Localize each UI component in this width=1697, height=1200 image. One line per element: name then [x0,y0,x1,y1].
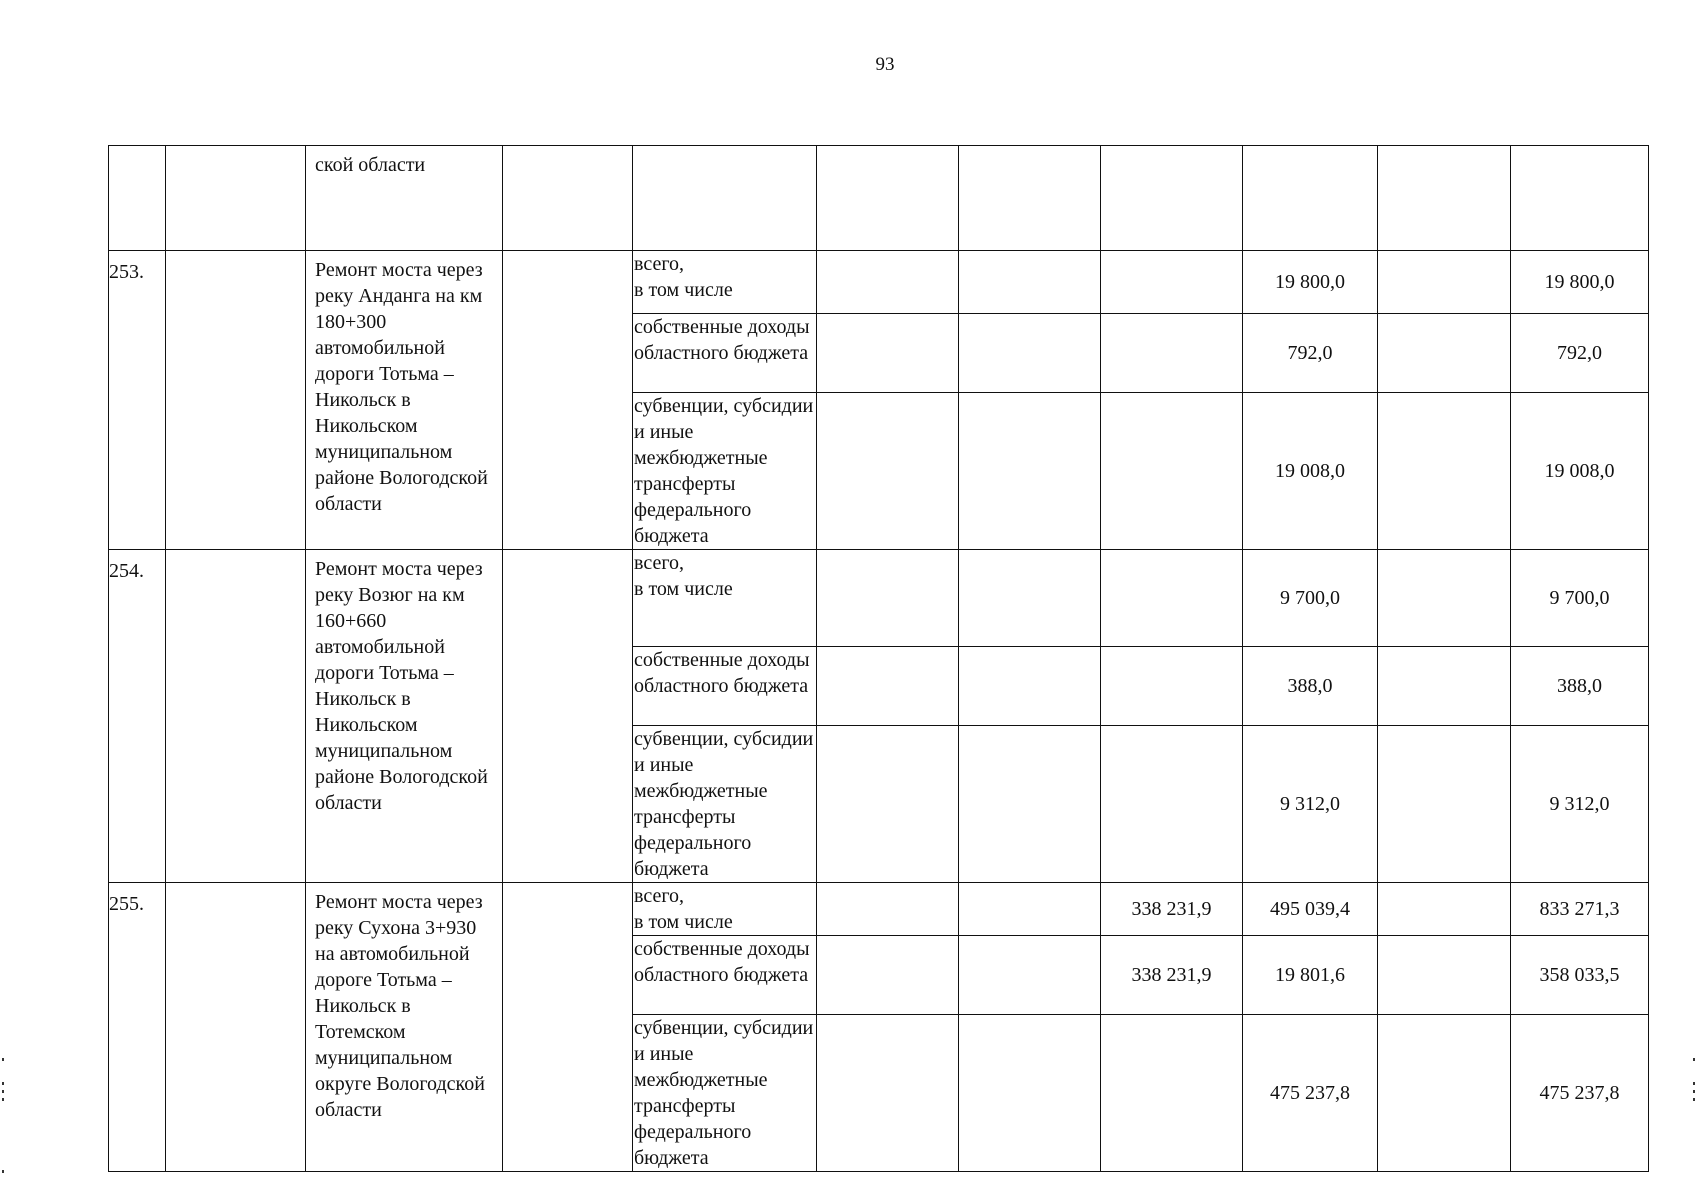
cell-empty [817,1015,959,1172]
funding-source-cell: субвенции, субсидии и иные межбюджетные трансферты федерального бюджета [633,726,817,883]
scan-mark [1693,1082,1695,1085]
cell-empty [166,550,306,883]
value-cell: 19 008,0 [1243,393,1378,550]
cell-empty [1511,146,1649,251]
cell-empty [817,550,959,647]
scan-mark [2,1082,4,1085]
scan-mark [2,1170,4,1173]
cell-empty [1378,936,1511,1015]
value-cell: 338 231,9 [1101,936,1243,1015]
page-number: 93 [875,54,895,75]
cell-empty [959,314,1101,393]
cell-empty [166,251,306,550]
cell-empty [817,146,959,251]
value-cell: 9 700,0 [1243,550,1378,647]
value-cell [1101,1015,1243,1172]
scan-mark [2,1098,4,1101]
value-cell: 9 312,0 [1243,726,1378,883]
cell-empty [959,550,1101,647]
funding-source-cell: субвенции, субсидии и иные межбюджетные трансферты федерального бюджета [633,393,817,550]
funding-source-cell: собственные доходы областного бюджета [633,314,817,393]
value-cell [1101,726,1243,883]
cell-empty [817,647,959,726]
total-cell: 19 800,0 [1511,251,1649,314]
object-name-cell: ской области [306,146,503,251]
funding-source-cell: всего, в том числе [633,550,817,647]
total-cell: 475 237,8 [1511,1015,1649,1172]
value-cell [1101,647,1243,726]
cell-empty [1378,251,1511,314]
cell-empty [1378,1015,1511,1172]
cell-empty [166,146,306,251]
cell-empty [1243,146,1378,251]
funding-source-cell: всего, в том числе [633,251,817,314]
cell-empty [1378,146,1511,251]
cell-empty [959,146,1101,251]
value-cell [1101,251,1243,314]
cell-empty [959,1015,1101,1172]
cell-empty [959,883,1101,936]
cell-empty [1378,314,1511,393]
cell-empty [109,146,166,251]
scan-mark [1693,1090,1695,1093]
scan-mark [2,1058,4,1061]
total-cell: 9 700,0 [1511,550,1649,647]
cell-empty [817,251,959,314]
value-cell [1101,550,1243,647]
value-cell: 19 800,0 [1243,251,1378,314]
cell-empty [959,647,1101,726]
cell-empty [959,393,1101,550]
funding-source-cell: собственные доходы областного бюджета [633,936,817,1015]
total-cell: 833 271,3 [1511,883,1649,936]
cell-empty [817,393,959,550]
scan-mark [2,1090,4,1093]
cell-empty [503,146,633,251]
total-cell: 9 312,0 [1511,726,1649,883]
value-cell: 388,0 [1243,647,1378,726]
cell-empty [503,251,633,550]
cell-empty [1101,146,1243,251]
cell-empty [959,936,1101,1015]
value-cell [1101,393,1243,550]
funding-source-cell: собственные доходы областного бюджета [633,647,817,726]
cell-empty [1378,726,1511,883]
cell-empty [817,726,959,883]
cell-empty [166,883,306,1172]
value-cell: 338 231,9 [1101,883,1243,936]
total-cell: 792,0 [1511,314,1649,393]
total-cell: 388,0 [1511,647,1649,726]
cell-empty [817,314,959,393]
cell-empty [633,146,817,251]
object-name-cell: Ремонт моста через реку Анданга на км 180+300 автомобильной дороги Тотьма – Никольск в Никольском муниципальном районе Вологодской области [306,251,503,550]
cell-empty [1378,393,1511,550]
table-row-continuation [109,146,1649,251]
cell-empty [817,883,959,936]
table-row [109,251,1649,314]
cell-empty [503,550,633,883]
cell-empty [959,726,1101,883]
scan-mark [1693,1098,1695,1101]
total-cell: 19 008,0 [1511,393,1649,550]
object-name-cell: Ремонт моста через реку Сухона 3+930 на автомобильной дороге Тотьма – Никольск в Тотемском муниципальном округе Вологодской области [306,883,503,1172]
funding-source-cell: всего, в том числе [633,883,817,936]
cell-empty [1378,647,1511,726]
cell-empty [503,883,633,1172]
row-number-cell: 253. [109,251,166,550]
value-cell: 792,0 [1243,314,1378,393]
value-cell: 19 801,6 [1243,936,1378,1015]
value-cell: 495 039,4 [1243,883,1378,936]
total-cell: 358 033,5 [1511,936,1649,1015]
value-cell: 475 237,8 [1243,1015,1378,1172]
table-row [109,883,1649,936]
budget-table [108,145,1649,1172]
cell-empty [817,936,959,1015]
cell-empty [1378,883,1511,936]
funding-source-cell: субвенции, субсидии и иные межбюджетные трансферты федерального бюджета [633,1015,817,1172]
row-number-cell: 254. [109,550,166,883]
table-row [109,550,1649,647]
cell-empty [1378,550,1511,647]
row-number-cell: 255. [109,883,166,1172]
value-cell [1101,314,1243,393]
cell-empty [959,251,1101,314]
scan-mark [1693,1058,1695,1061]
object-name-cell: Ремонт моста через реку Возюг на км 160+660 автомобильной дороги Тотьма – Никольск в Никольском муниципальном районе Вологодской области [306,550,503,883]
